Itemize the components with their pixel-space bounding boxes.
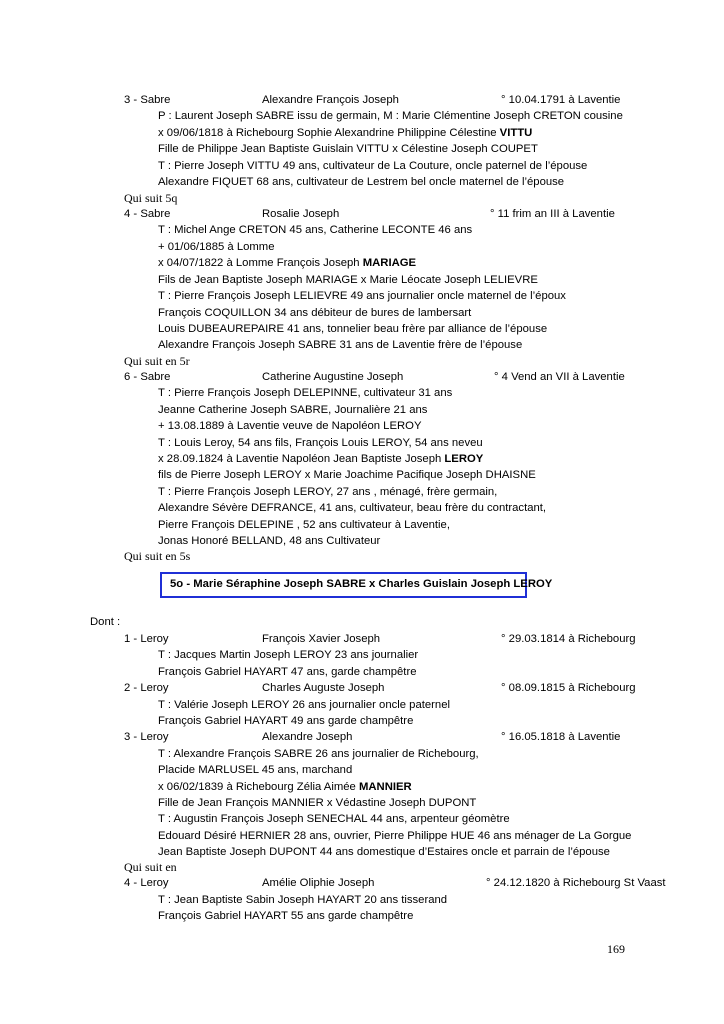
page-number: 169 bbox=[607, 942, 625, 956]
entry-given-names: François Xavier Joseph bbox=[262, 633, 381, 645]
entry-given-names: Alexandre François Joseph bbox=[262, 94, 399, 106]
spouse-surname: LEROY bbox=[444, 453, 484, 465]
spouse-surname: VITTU bbox=[499, 127, 533, 139]
entry-line: P : Laurent Joseph SABRE issu de germain, M : Marie Clémentine Joseph CRETON cousine bbox=[158, 110, 623, 122]
entry-line: T : Pierre Joseph VITTU 49 ans, cultivateur de La Couture, oncle paternel de l’épouse bbox=[158, 160, 588, 172]
dont-label: Dont : bbox=[90, 616, 121, 628]
entry-birth: ° 16.05.1818 à Laventie bbox=[501, 731, 621, 743]
entry-line: Fille de Philippe Jean Baptiste Guislain VITTU x Célestine Joseph COUPET bbox=[158, 143, 538, 155]
entry-line: Fils de Jean Baptiste Joseph MARIAGE x Marie Léocate Joseph LELIEVRE bbox=[158, 274, 538, 286]
entry-line: x 28.09.1824 à Laventie Napoléon Jean Baptiste Joseph LEROY bbox=[158, 453, 484, 465]
entry-given-names: Amélie Oliphie Joseph bbox=[262, 877, 375, 889]
entry-birth: ° 4 Vend an VII à Laventie bbox=[494, 371, 625, 383]
entry-birth: ° 11 frim an III à Laventie bbox=[490, 208, 615, 220]
entry-line: T : Pierre François Joseph LELIEVRE 49 ans journalier oncle maternel de l’époux bbox=[158, 290, 566, 302]
section-title-box bbox=[160, 572, 553, 598]
entry-birth: ° 24.12.1820 à Richebourg St Vaast bbox=[486, 877, 666, 889]
entry-birth: ° 08.09.1815 à Richebourg bbox=[501, 682, 636, 694]
entry-line: Jean Baptiste Joseph DUPONT 44 ans domestique d’Estaires oncle et parrain de l’épouse bbox=[158, 846, 610, 858]
entry-line: Alexandre FIQUET 68 ans, cultivateur de Lestrem bel oncle maternel de l’épouse bbox=[158, 176, 565, 188]
entry-line: Louis DUBEAUREPAIRE 41 ans, tonnelier beau frère par alliance de l’épouse bbox=[158, 323, 548, 335]
entry-given-names: Charles Auguste Joseph bbox=[262, 682, 385, 694]
spouse-surname: MANNIER bbox=[358, 781, 412, 793]
entry-number: 2 - Leroy bbox=[124, 682, 169, 694]
entry-number: 4 - Sabre bbox=[124, 208, 171, 220]
entry-line: T : Valérie Joseph LEROY 26 ans journalier oncle paternel bbox=[158, 699, 451, 711]
entry-number: 4 - Leroy bbox=[124, 877, 169, 889]
entry-number: 3 - Leroy bbox=[124, 731, 169, 743]
entry-line: Placide MARLUSEL 45 ans, marchand bbox=[158, 764, 353, 776]
entry-line: T : Jacques Martin Joseph LEROY 23 ans journalier bbox=[158, 649, 419, 661]
entry-line: Jonas Honoré BELLAND, 48 ans Cultivateur bbox=[158, 535, 381, 547]
entry-birth: ° 29.03.1814 à Richebourg bbox=[501, 633, 636, 645]
entry-number: 6 - Sabre bbox=[124, 371, 171, 383]
entry-line: Pierre François DELEPINE , 52 ans cultivateur à Laventie, bbox=[158, 519, 450, 531]
entry-line: Alexandre François Joseph SABRE 31 ans de Laventie frère de l’épouse bbox=[158, 339, 523, 351]
follow-reference: Qui suit 5q bbox=[124, 191, 178, 205]
entry-birth: ° 10.04.1791 à Laventie bbox=[501, 94, 621, 106]
follow-reference: Qui suit en 5s bbox=[124, 549, 191, 563]
entry-given-names: Catherine Augustine Joseph bbox=[262, 371, 404, 383]
entry-line: François Gabriel HAYART 47 ans, garde champêtre bbox=[158, 666, 417, 678]
entry-line: Alexandre Sévère DEFRANCE, 41 ans, cultivateur, beau frère du contractant, bbox=[158, 502, 547, 514]
entry-line: T : Jean Baptiste Sabin Joseph HAYART 20 ans tisserand bbox=[158, 894, 448, 906]
entry-line: fils de Pierre Joseph LEROY x Marie Joachime Pacifique Joseph DHAISNE bbox=[158, 469, 536, 481]
entry-number: 1 - Leroy bbox=[124, 633, 169, 645]
entry-line: T : Pierre François Joseph DELEPINNE, cultivateur 31 ans bbox=[158, 387, 453, 399]
follow-reference: Qui suit en 5r bbox=[124, 354, 190, 368]
entry-number: 3 - Sabre bbox=[124, 94, 171, 106]
section-title: 5o - Marie Séraphine Joseph SABRE x Charles Guislain Joseph LEROY bbox=[170, 578, 553, 590]
spouse-surname: MARIAGE bbox=[362, 257, 417, 269]
entry-line: Fille de Jean François MANNIER x Védastine Joseph DUPONT bbox=[158, 797, 477, 809]
entry-line: T : Alexandre François SABRE 26 ans journalier de Richebourg, bbox=[158, 748, 479, 760]
entry-given-names: Alexandre Joseph bbox=[262, 731, 353, 743]
entry-line: T : Michel Ange CRETON 45 ans, Catherine LECONTE 46 ans bbox=[158, 224, 473, 236]
follow-reference: Qui suit en bbox=[124, 860, 177, 874]
entry-line: François COQUILLON 34 ans débiteur de bures de lambersart bbox=[158, 307, 472, 319]
entry-line: T : Louis Leroy, 54 ans fils, François Louis LEROY, 54 ans neveu bbox=[158, 437, 483, 449]
entry-line: x 06/02/1839 à Richebourg Zélia Aimée MANNIER bbox=[158, 781, 412, 793]
entry-line: x 04/07/1822 à Lomme François Joseph MARIAGE bbox=[158, 257, 417, 269]
entry-line: Edouard Désiré HERNIER 28 ans, ouvrier, Pierre Philippe HUE 46 ans ménager de La Gorgue bbox=[158, 830, 632, 842]
entry-line: T : Augustin François Joseph SENECHAL 44 ans, arpenteur géomètre bbox=[158, 813, 510, 825]
entry-line: + 13.08.1889 à Laventie veuve de Napoléon LEROY bbox=[158, 420, 422, 432]
entry-line: + 01/06/1885 à Lomme bbox=[158, 241, 275, 253]
entry-line: x 09/06/1818 à Richebourg Sophie Alexandrine Philippine Célestine VITTU bbox=[158, 127, 533, 139]
entry-line: François Gabriel HAYART 55 ans garde champêtre bbox=[158, 910, 414, 922]
entry-line: T : Pierre François Joseph LEROY, 27 ans , ménagé, frère germain, bbox=[158, 486, 498, 498]
entry-given-names: Rosalie Joseph bbox=[262, 208, 340, 220]
entry-line: François Gabriel HAYART 49 ans garde champêtre bbox=[158, 715, 414, 727]
entry-line: Jeanne Catherine Joseph SABRE, Journalière 21 ans bbox=[158, 404, 428, 416]
